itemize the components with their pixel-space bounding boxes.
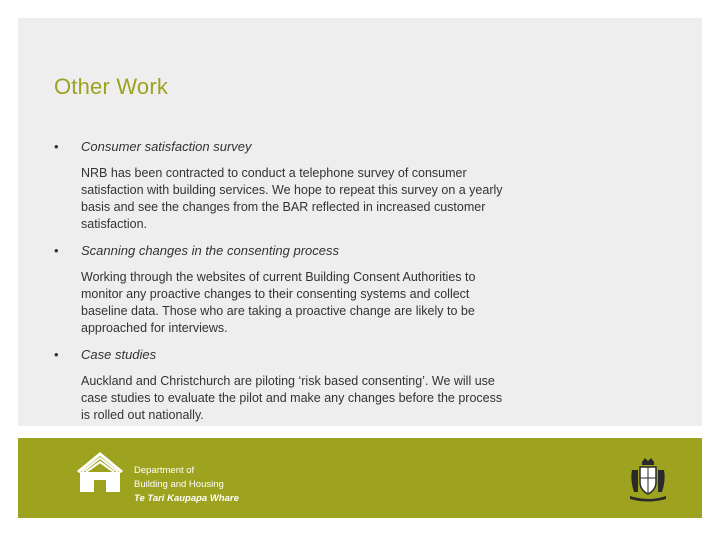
list-item (54, 347, 674, 424)
org-name (134, 464, 239, 506)
item-body: NRB has been contracted to conduct a telephone survey of consumer satisfaction with building services. We hope to repeat this survey on a yearly basis and see the changes from the BAR reflected in increased customer satisfaction. (81, 166, 503, 231)
coat-of-arms-icon (624, 456, 672, 504)
org-line-1: Department of (134, 465, 195, 476)
list-item (54, 139, 674, 233)
page-title: Other Work (54, 74, 169, 99)
bullet-icon: • (54, 347, 59, 362)
bullet-list (54, 139, 674, 424)
house-logo-icon (72, 450, 128, 496)
slide-content (18, 18, 702, 426)
list-item (54, 243, 674, 337)
item-heading: Consumer satisfaction survey (81, 139, 252, 154)
item-heading: Case studies (81, 347, 157, 362)
bullet-icon: • (54, 243, 59, 258)
item-body: Working through the websites of current Building Consent Authorities to monitor any proactive changes to their consenting systems and collect baseline data. Those who are taking a proactive change are likely to be approached for interviews. (81, 270, 476, 335)
item-body: Auckland and Christchurch are piloting ‘risk based consenting’. We will use case studies to evaluate the pilot and make any changes before the process is rolled out nationally. (81, 374, 503, 422)
footer-band (18, 438, 702, 518)
org-line-2: Building and Housing (134, 479, 224, 490)
bullet-icon: • (54, 139, 59, 154)
item-heading: Scanning changes in the consenting process (81, 243, 340, 258)
org-line-3: Te Tari Kaupapa Whare (134, 493, 239, 504)
